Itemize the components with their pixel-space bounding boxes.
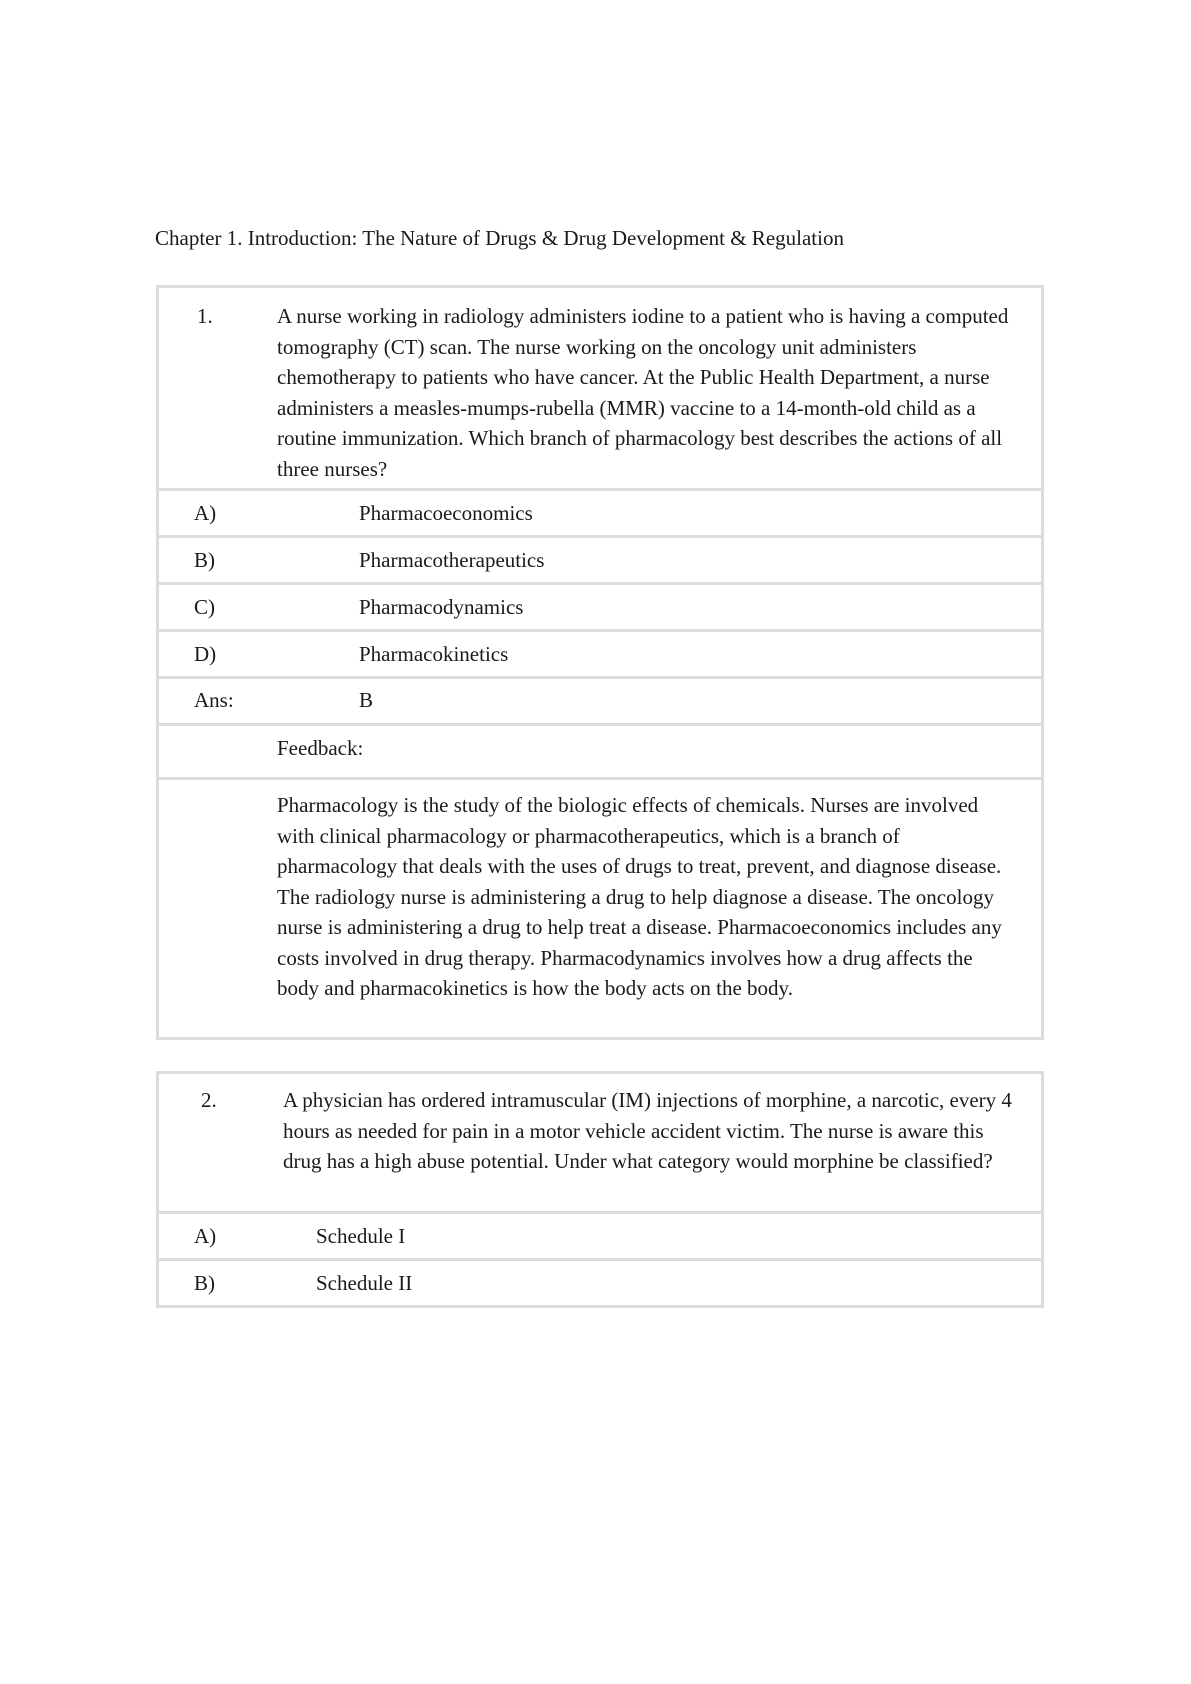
option-row: [159, 1214, 1041, 1261]
feedback-label-row: [159, 726, 1041, 780]
question-table: [156, 285, 1044, 1040]
question-table: [156, 1071, 1044, 1308]
feedback-text: Pharmacology is the study of the biologic effects of chemicals. Nurses are involved with clinical pharmacology or pharmacotherapeutics, which is a branch of pharmacology that deals with the uses of drugs to treat, prevent, and diagnose disease. The radiology nurse is administering a drug to help diagnose a disease. The oncology nurse is administering a drug to help treat a disease. Pharmacoeconomics includes any costs involved in drug therapy. Pharmacodynamics involves how a drug affects the body and pharmacokinetics is how the body acts on the body.: [277, 793, 1002, 1000]
option-text: Schedule II: [316, 1271, 413, 1295]
option-row: [159, 1261, 1041, 1305]
question-stem-row: [159, 1074, 1041, 1214]
answer-row: [159, 679, 1041, 726]
option-text: Pharmacoeconomics: [359, 501, 533, 525]
option-text: Pharmacotherapeutics: [359, 548, 545, 572]
option-letter: A): [194, 501, 217, 525]
question-number: 1.: [197, 304, 213, 328]
option-text: Schedule I: [316, 1224, 406, 1248]
option-row: [159, 491, 1041, 538]
feedback-label: Feedback:: [277, 736, 364, 760]
feedback-text-row: [159, 780, 1041, 1037]
chapter-title: Chapter 1. Introduction: The Nature of Drugs & Drug Development & Regulation: [155, 226, 844, 250]
answer-value: B: [359, 688, 374, 712]
answer-label: Ans:: [194, 688, 234, 712]
option-letter: B): [194, 548, 215, 572]
option-text: Pharmacokinetics: [359, 642, 509, 666]
question-number: 2.: [201, 1088, 217, 1112]
question-stem: A physician has ordered intramuscular (IM) injections of morphine, a narcotic, every 4 hours as needed for pain in a motor vehicle accident victim. The nurse is aware this drug has a high abuse potential. Under what category would morphine be classified?: [283, 1088, 1012, 1173]
option-letter: C): [194, 595, 215, 619]
question-stem: A nurse working in radiology administers iodine to a patient who is having a computed tomography (CT) scan. The nurse working on the oncology unit administers chemotherapy to patients who have cancer. At the Public Health Department, a nurse administers a measles-mumps-rubella (MMR) vaccine to a 14-month-old child as a routine immunization. Which branch of pharmacology best describes the actions of all three nurses?: [277, 304, 1009, 481]
option-letter: A): [194, 1224, 217, 1248]
question-stem-row: [159, 288, 1041, 491]
option-letter: D): [194, 642, 217, 666]
option-text: Pharmacodynamics: [359, 595, 524, 619]
option-letter: B): [194, 1271, 215, 1295]
option-row: [159, 632, 1041, 679]
option-row: [159, 538, 1041, 585]
option-row: [159, 585, 1041, 632]
